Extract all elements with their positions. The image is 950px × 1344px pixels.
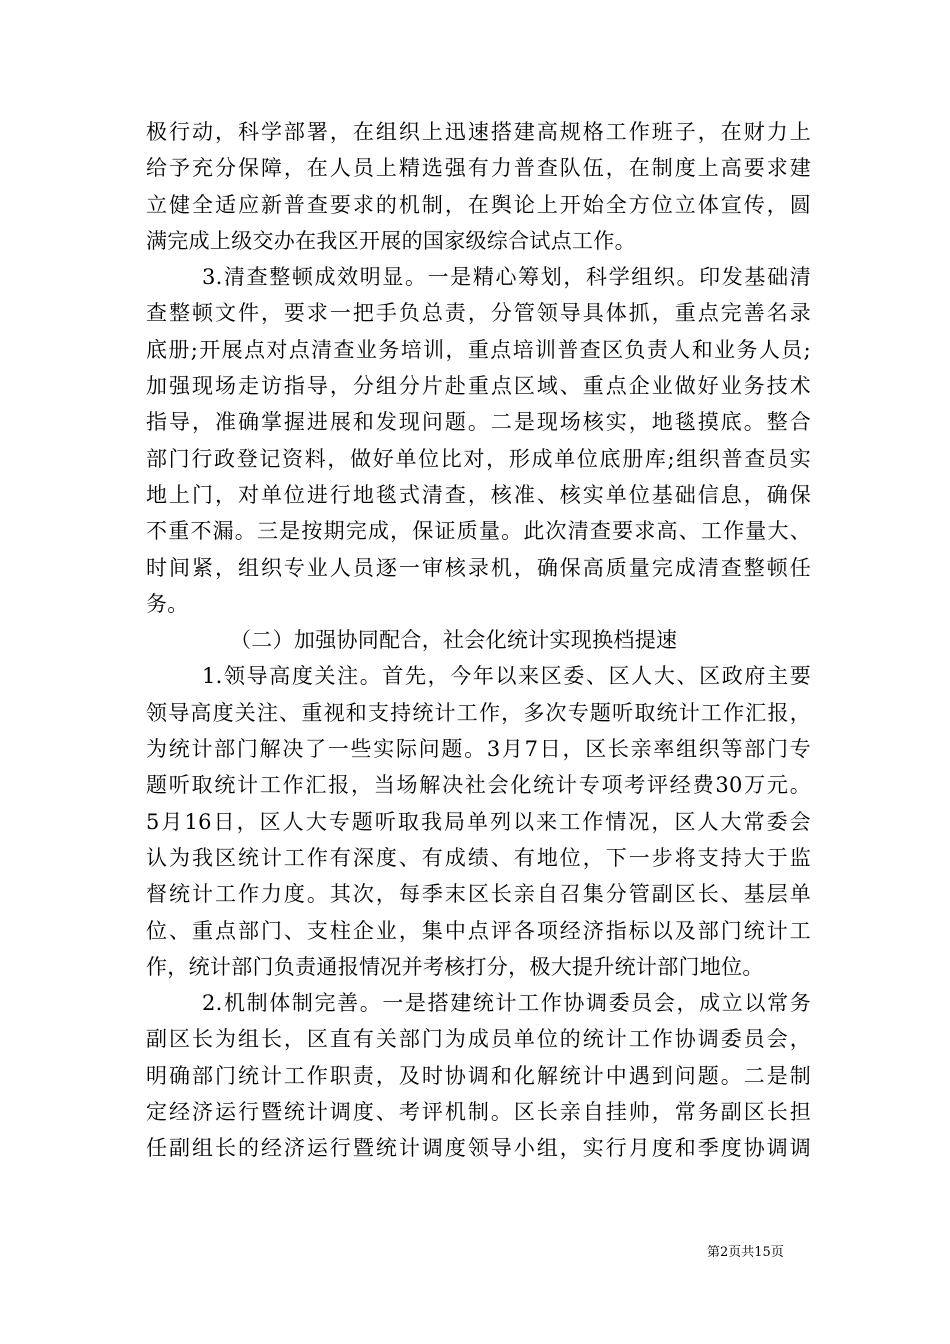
- text-line: 任副组长的经济运行暨统计调度领导小组，实行月度和季度协调调: [146, 1136, 811, 1161]
- text-line: 满完成上级交办在我区开展的国家级综合试点工作。: [146, 228, 636, 253]
- text-line: 定经济运行暨统计调度、考评机制。区长亲自挂帅，常务副区长担: [146, 1100, 811, 1125]
- text-line: 2.机制体制完善。一是搭建统计工作协调委员会，成立以常务: [202, 991, 811, 1016]
- text-line: 作，统计部门负责通报情况并考核打分，极大提升统计部门地位。: [146, 954, 764, 979]
- text-line: 不重不漏。三是按期完成，保证质量。此次清查要求高、工作量大、: [146, 519, 811, 544]
- text-line: 查整顿文件，要求一把手负总责，分管领导具体抓，重点完善名录: [146, 301, 811, 326]
- text-line: 认为我区统计工作有深度、有成绩、有地位，下一步将支持大于监: [146, 845, 811, 870]
- document-body: [146, 114, 811, 1167]
- text-line: 1.领导高度关注。首先，今年以来区委、区人大、区政府主要: [202, 664, 811, 689]
- text-line: 3.清查整顿成效明显。一是精心筹划，科学组织。印发基础清: [202, 265, 811, 290]
- page-number: 第2页共15页: [707, 1245, 784, 1260]
- text-line: 题听取统计工作汇报，当场解决社会化统计专项考评经费30万元。: [146, 773, 811, 798]
- text-line: 务。: [146, 591, 189, 616]
- text-line: 加强现场走访指导，分组分片赴重点区域、重点企业做好业务技术: [146, 374, 811, 399]
- text-line: 明确部门统计工作职责，及时协调和化解统计中遇到问题。二是制: [146, 1063, 811, 1088]
- text-line: 给予充分保障，在人员上精选强有力普查队伍，在制度上高要求建: [146, 156, 811, 181]
- text-line: 时间紧，组织专业人员逐一审核录机，确保高质量完成清查整顿任: [146, 555, 811, 580]
- text-line: 底册;开展点对点清查业务培训，重点培训普查区负责人和业务人员;: [146, 337, 811, 362]
- text-line: 副区长为组长，区直有关部门为成员单位的统计工作协调委员会，: [146, 1027, 811, 1052]
- text-line: 地上门，对单位进行地毯式清查，核准、核实单位基础信息，确保: [146, 482, 811, 507]
- text-line: 5月16日，区人大专题听取我局单列以来工作情况，区人大常委会: [146, 809, 811, 834]
- text-line: 立健全适应新普查要求的机制，在舆论上开始全方位立体宣传，圆: [146, 192, 811, 217]
- text-line: 指导，准确掌握进展和发现问题。二是现场核实，地毯摸底。整合: [146, 410, 811, 435]
- text-line: 位、重点部门、支柱企业，集中点评各项经济指标以及部门统计工: [146, 918, 811, 943]
- text-line: 部门行政登记资料，做好单位比对，形成单位底册库;组织普查员实: [146, 446, 811, 471]
- text-line: 领导高度关注、重视和支持统计工作，多次专题听取统计工作汇报，: [146, 700, 811, 725]
- text-line: 极行动，科学部署，在组织上迅速搭建高规格工作班子，在财力上: [146, 120, 811, 144]
- text-line: 督统计工作力度。其次，每季末区长亲自召集分管副区长、基层单: [146, 882, 811, 907]
- text-line: （二）加强协同配合，社会化统计实现换档提速: [230, 628, 678, 653]
- text-line: 为统计部门解决了一些实际问题。3月7日，区长亲率组织等部门专: [146, 737, 811, 762]
